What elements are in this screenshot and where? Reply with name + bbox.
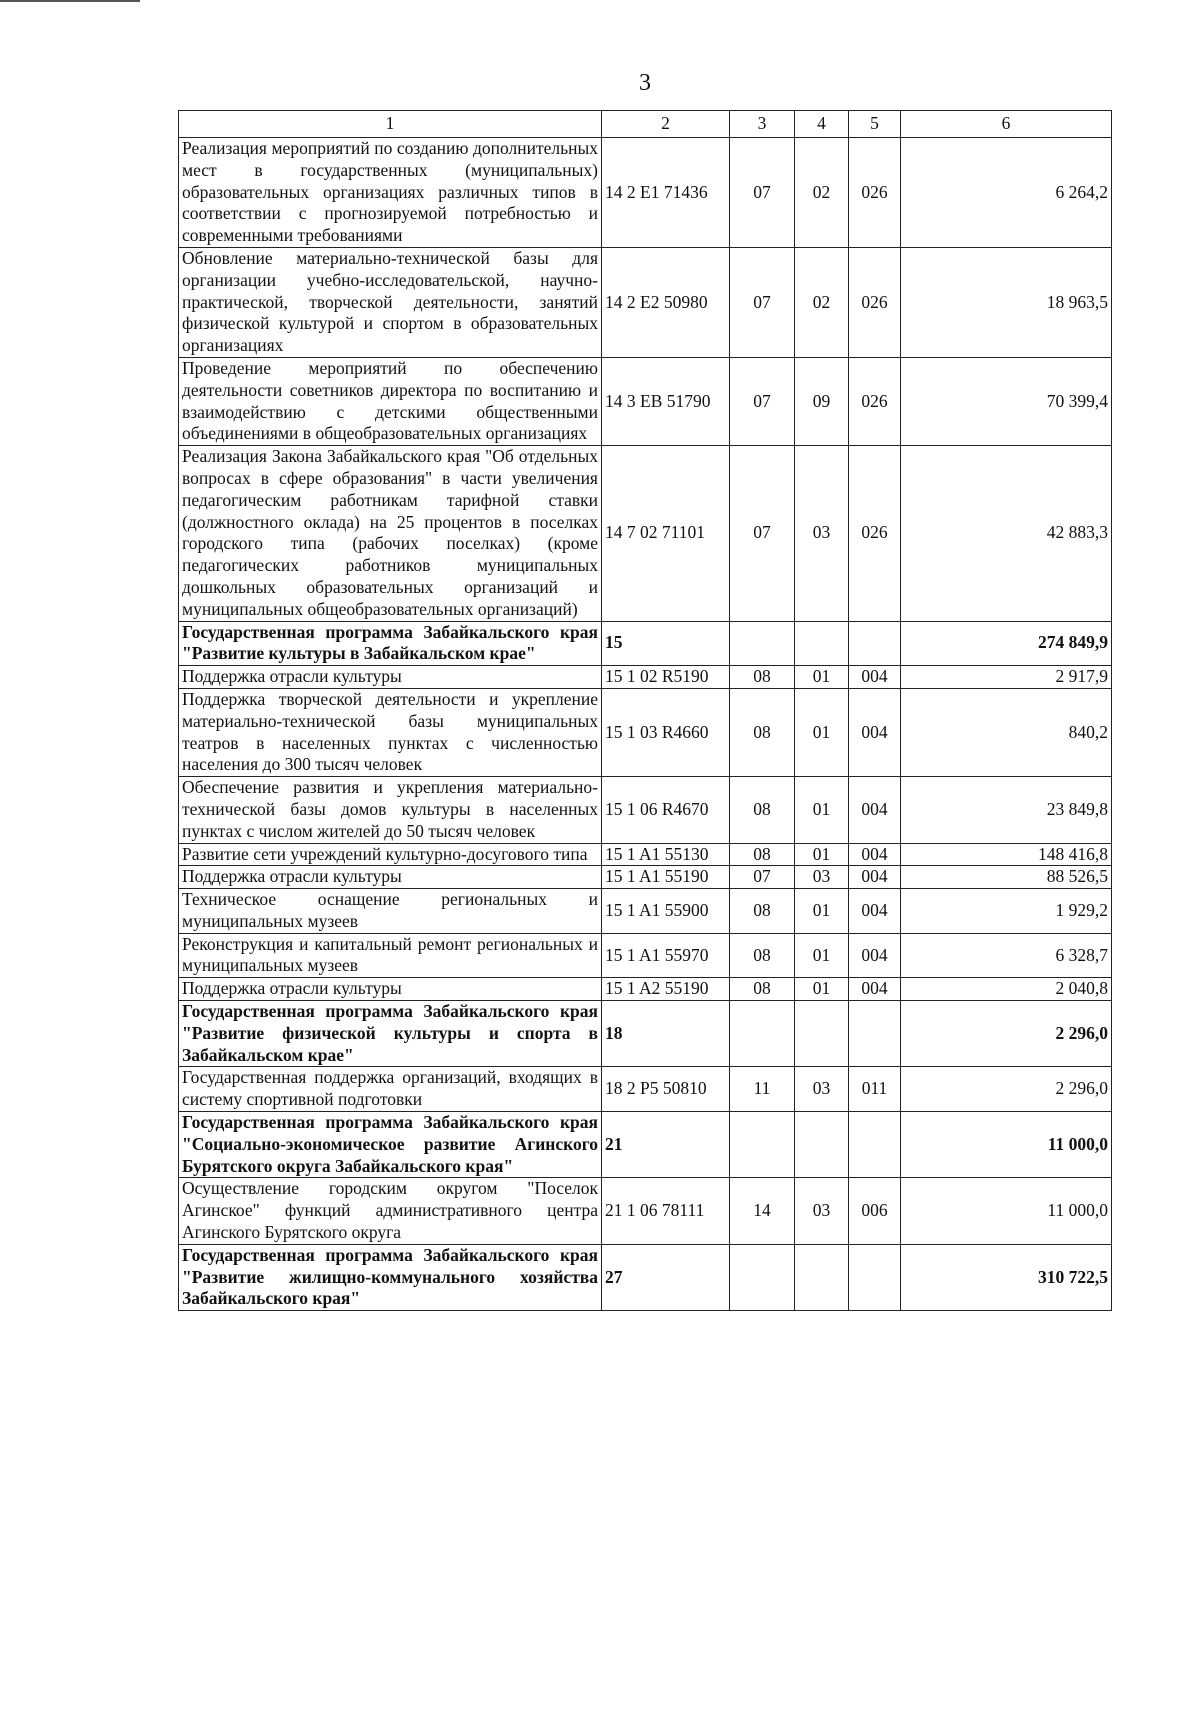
section-code-cell: 11 (730, 1067, 795, 1112)
row-name-cell: Поддержка отрасли культуры (179, 666, 602, 689)
subsection-code-cell: 01 (795, 978, 849, 1001)
subsection-code-cell: 01 (795, 777, 849, 843)
budget-table (178, 110, 1112, 1311)
grbs-code-cell: 004 (849, 889, 901, 934)
section-code-cell (730, 1244, 795, 1310)
target-article-code-cell: 14 7 02 71101 (602, 446, 730, 621)
header-cell-4: 4 (795, 111, 849, 138)
header-cell-2: 2 (602, 111, 730, 138)
subsection-code-cell: 09 (795, 357, 849, 445)
row-name-cell: Реализация мероприятий по созданию дополнительных мест в государственных (муниципальных) образовательных организациях различных типов в соответствии с прогнозируемой потребностью и современными требованиями (179, 138, 602, 248)
amount-cell: 2 917,9 (901, 666, 1112, 689)
program-total-row (179, 621, 1112, 666)
section-code-cell: 08 (730, 777, 795, 843)
table-row (179, 978, 1112, 1001)
amount-cell: 23 849,8 (901, 777, 1112, 843)
scan-edge-line (0, 0, 140, 2)
subsection-code-cell: 03 (795, 1067, 849, 1112)
section-code-cell: 07 (730, 866, 795, 889)
table-row (179, 1178, 1112, 1244)
target-article-code-cell: 27 (602, 1244, 730, 1310)
grbs-code-cell: 004 (849, 666, 901, 689)
section-code-cell (730, 1001, 795, 1067)
table-row (179, 138, 1112, 248)
subsection-code-cell: 01 (795, 889, 849, 934)
row-name-cell: Поддержка отрасли культуры (179, 866, 602, 889)
row-name-cell: Обеспечение развития и укрепления материально-технической базы домов культуры в населенных пунктах с числом жителей до 50 тысяч человек (179, 777, 602, 843)
table-row (179, 777, 1112, 843)
subsection-code-cell: 03 (795, 1178, 849, 1244)
subsection-code-cell (795, 1244, 849, 1310)
row-name-cell: Государственная программа Забайкальского края "Развитие физической культуры и спорта в Забайкальском крае" (179, 1001, 602, 1067)
row-name-cell: Проведение мероприятий по обеспечению деятельности советников директора по воспитанию и взаимодействию с детскими общественными объединениями в общеобразовательных организациях (179, 357, 602, 445)
program-total-row (179, 1112, 1112, 1178)
grbs-code-cell: 026 (849, 446, 901, 621)
subsection-code-cell: 01 (795, 666, 849, 689)
amount-cell: 2 296,0 (901, 1067, 1112, 1112)
header-cell-5: 5 (849, 111, 901, 138)
table-row (179, 1067, 1112, 1112)
grbs-code-cell (849, 621, 901, 666)
grbs-code-cell: 004 (849, 933, 901, 978)
subsection-code-cell: 01 (795, 843, 849, 866)
subsection-code-cell: 03 (795, 866, 849, 889)
subsection-code-cell (795, 1112, 849, 1178)
amount-cell: 11 000,0 (901, 1112, 1112, 1178)
section-code-cell: 08 (730, 843, 795, 866)
table-row (179, 247, 1112, 357)
section-code-cell: 14 (730, 1178, 795, 1244)
header-cell-1: 1 (179, 111, 602, 138)
target-article-code-cell: 15 1 A1 55900 (602, 889, 730, 934)
grbs-code-cell: 026 (849, 138, 901, 248)
section-code-cell: 07 (730, 247, 795, 357)
amount-cell: 11 000,0 (901, 1178, 1112, 1244)
subsection-code-cell (795, 621, 849, 666)
section-code-cell: 07 (730, 138, 795, 248)
header-cell-6: 6 (901, 111, 1112, 138)
row-name-cell: Развитие сети учреждений культурно-досугового типа (179, 843, 602, 866)
section-code-cell: 08 (730, 666, 795, 689)
page-number: 3 (639, 70, 651, 96)
table-row (179, 933, 1112, 978)
target-article-code-cell: 18 2 P5 50810 (602, 1067, 730, 1112)
grbs-code-cell: 004 (849, 843, 901, 866)
table-row (179, 843, 1112, 866)
section-code-cell: 08 (730, 933, 795, 978)
grbs-code-cell: 004 (849, 978, 901, 1001)
row-name-cell: Реконструкция и капитальный ремонт региональных и муниципальных музеев (179, 933, 602, 978)
grbs-code-cell: 004 (849, 866, 901, 889)
section-code-cell: 08 (730, 889, 795, 934)
table-row (179, 688, 1112, 776)
target-article-code-cell: 15 1 02 R5190 (602, 666, 730, 689)
header-cell-3: 3 (730, 111, 795, 138)
table-row (179, 866, 1112, 889)
target-article-code-cell: 15 1 A1 55130 (602, 843, 730, 866)
target-article-code-cell: 15 1 A1 55190 (602, 866, 730, 889)
subsection-code-cell: 02 (795, 247, 849, 357)
amount-cell: 274 849,9 (901, 621, 1112, 666)
amount-cell: 42 883,3 (901, 446, 1112, 621)
grbs-code-cell: 026 (849, 357, 901, 445)
section-code-cell: 08 (730, 978, 795, 1001)
grbs-code-cell (849, 1244, 901, 1310)
amount-cell: 6 264,2 (901, 138, 1112, 248)
program-total-row (179, 1244, 1112, 1310)
program-total-row (179, 1001, 1112, 1067)
amount-cell: 70 399,4 (901, 357, 1112, 445)
target-article-code-cell: 15 1 03 R4660 (602, 688, 730, 776)
target-article-code-cell: 18 (602, 1001, 730, 1067)
amount-cell: 88 526,5 (901, 866, 1112, 889)
subsection-code-cell: 03 (795, 446, 849, 621)
row-name-cell: Обновление материально-технической базы для организации учебно-исследовательской, научно-практической, творческой деятельности, занятий физической культурой и спортом в образовательных организациях (179, 247, 602, 357)
amount-cell: 840,2 (901, 688, 1112, 776)
row-name-cell: Реализация Закона Забайкальского края "Об отдельных вопросах в сфере образования" в части увеличения педагогическим работникам тарифной ставки (должностного оклада) на 25 процентов в поселках городского типа (рабочих поселках) (кроме педагогических работников муниципальных дошкольных образовательных организаций и муниципальных общеобразовательных организаций) (179, 446, 602, 621)
table-row (179, 357, 1112, 445)
amount-cell: 18 963,5 (901, 247, 1112, 357)
row-name-cell: Государственная программа Забайкальского края "Социально-экономическое развитие Агинского Бурятского округа Забайкальского края" (179, 1112, 602, 1178)
amount-cell: 148 416,8 (901, 843, 1112, 866)
row-name-cell: Поддержка отрасли культуры (179, 978, 602, 1001)
row-name-cell: Государственная программа Забайкальского края "Развитие жилищно-коммунального хозяйства Забайкальского края" (179, 1244, 602, 1310)
section-code-cell (730, 621, 795, 666)
amount-cell: 1 929,2 (901, 889, 1112, 934)
grbs-code-cell: 004 (849, 688, 901, 776)
row-name-cell: Государственная поддержка организаций, входящих в систему спортивной подготовки (179, 1067, 602, 1112)
subsection-code-cell: 01 (795, 688, 849, 776)
grbs-code-cell: 006 (849, 1178, 901, 1244)
row-name-cell: Поддержка творческой деятельности и укрепление материально-технической базы муниципальных театров в населенных пунктах с численностью населения до 300 тысяч человек (179, 688, 602, 776)
table-row (179, 889, 1112, 934)
target-article-code-cell: 15 1 A2 55190 (602, 978, 730, 1001)
header-row (179, 111, 1112, 138)
grbs-code-cell (849, 1001, 901, 1067)
row-name-cell: Государственная программа Забайкальского края "Развитие культуры в Забайкальском крае" (179, 621, 602, 666)
amount-cell: 2 040,8 (901, 978, 1112, 1001)
subsection-code-cell: 01 (795, 933, 849, 978)
target-article-code-cell: 14 3 EB 51790 (602, 357, 730, 445)
grbs-code-cell: 004 (849, 777, 901, 843)
subsection-code-cell (795, 1001, 849, 1067)
target-article-code-cell: 21 (602, 1112, 730, 1178)
table-row (179, 446, 1112, 621)
target-article-code-cell: 15 (602, 621, 730, 666)
amount-cell: 6 328,7 (901, 933, 1112, 978)
section-code-cell: 07 (730, 446, 795, 621)
target-article-code-cell: 14 2 E1 71436 (602, 138, 730, 248)
budget-table-body (179, 111, 1112, 1311)
section-code-cell (730, 1112, 795, 1178)
subsection-code-cell: 02 (795, 138, 849, 248)
amount-cell: 2 296,0 (901, 1001, 1112, 1067)
row-name-cell: Техническое оснащение региональных и муниципальных музеев (179, 889, 602, 934)
grbs-code-cell: 026 (849, 247, 901, 357)
amount-cell: 310 722,5 (901, 1244, 1112, 1310)
target-article-code-cell: 15 1 A1 55970 (602, 933, 730, 978)
grbs-code-cell (849, 1112, 901, 1178)
section-code-cell: 08 (730, 688, 795, 776)
target-article-code-cell: 21 1 06 78111 (602, 1178, 730, 1244)
grbs-code-cell: 011 (849, 1067, 901, 1112)
target-article-code-cell: 15 1 06 R4670 (602, 777, 730, 843)
row-name-cell: Осуществление городским округом "Поселок Агинское" функций административного центра Агинского Бурятского округа (179, 1178, 602, 1244)
section-code-cell: 07 (730, 357, 795, 445)
target-article-code-cell: 14 2 E2 50980 (602, 247, 730, 357)
table-row (179, 666, 1112, 689)
